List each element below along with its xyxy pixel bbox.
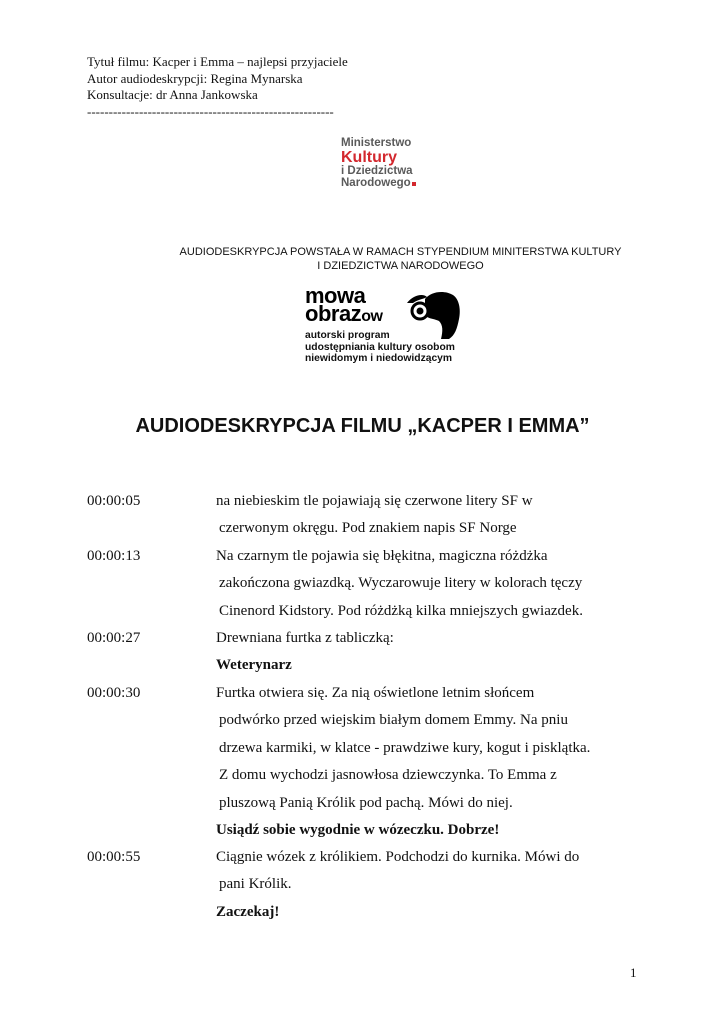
mowa-logo-sub2: udostępniania kultury osobom [305, 341, 455, 353]
dialogue-line: Zaczekaj! [216, 903, 280, 920]
mowa-logo-sub3: niewidomym i niedowidzącym [305, 353, 453, 364]
ministry-logo [341, 137, 436, 191]
document-header [87, 54, 348, 120]
ministry-logo-dot [412, 182, 416, 186]
dialogue-line: Usiądź sobie wygodnie w wózeczku. Dobrze! [216, 822, 500, 839]
mowa-logo-word2: obraz [305, 301, 362, 326]
description-line: zakończona gwiazdką. Wyczarowuje litery w kolorach tęczy [219, 575, 583, 592]
description-line: pluszową Panią Królik pod pachą. Mówi do niej. [219, 794, 513, 811]
timecode: 00:00:13 [87, 548, 141, 564]
mowa-obrazow-logo [305, 283, 470, 367]
description-line: podwórko przed wiejskim białym domem Emmy. Na pniu [219, 712, 568, 729]
film-title-line: Tytuł filmu: Kacper i Emma – najlepsi przyjaciele [87, 54, 348, 69]
ministry-logo-line4: Narodowego [341, 177, 411, 189]
stipend-note [86, 245, 715, 273]
description-line: Cinenord Kidstory. Pod różdżką kilka mniejszych gwiazdek. [219, 602, 583, 619]
description-line: Na czarnym tle pojawia się błękitna, magiczna różdżka [216, 548, 548, 564]
page-number: 1 [630, 965, 637, 980]
description-line: Ciągnie wózek z królikiem. Podchodzi do kurnika. Mówi do [216, 849, 580, 865]
document-title: AUDIODESKRYPCJA FILMU „KACPER I EMMA” [135, 415, 590, 437]
author-line: Autor audiodeskrypcji: Regina Mynarska [87, 70, 303, 86]
consultation-line: Konsultacje: dr Anna Jankowska [87, 87, 258, 102]
timecode: 00:00:27 [87, 630, 141, 646]
mowa-logo-word1: mowa [305, 283, 366, 308]
description-line: czerwonym okręgu. Pod znakiem napis SF Norge [219, 520, 517, 537]
stipend-line1: AUDIODESKRYPCJA POWSTAŁA W RAMACH STYPENDIUM MINITERSTWA KULTURY [179, 246, 622, 258]
timecode: 00:00:30 [87, 685, 141, 701]
mowa-logo-word2-suffix: ow [361, 308, 383, 325]
timecode: 00:00:05 [87, 493, 141, 509]
mowa-logo-sub1: autorski program [305, 330, 390, 341]
ministry-logo-line2: Kultury [341, 148, 397, 166]
dialogue-line: Weterynarz [216, 657, 292, 674]
description-line: Furtka otwiera się. Za nią oświetlone letnim słońcem [216, 685, 535, 701]
header-separator: --------------------------------------------------------- [87, 103, 334, 119]
description-line: drzewa karmiki, w klatce - prawdziwe kury, kogut i pisklątka. [219, 739, 591, 756]
stipend-line2: I DZIEDZICTWA NARODOWEGO [317, 260, 484, 272]
description-line: Drewniana furtka z tabliczką: [216, 630, 394, 646]
ministry-logo-line1: Ministerstwo [341, 137, 412, 149]
description-line: pani Królik. [219, 876, 292, 893]
description-line: Z domu wychodzi jasnowłosa dziewczynka. To Emma z [219, 767, 557, 784]
description-line: na niebieskim tle pojawiają się czerwone litery SF w [216, 493, 533, 509]
ministry-logo-line3: i Dziedzictwa [341, 164, 413, 177]
hand-holding-lens-icon [397, 289, 463, 341]
timecode: 00:00:55 [87, 849, 141, 865]
